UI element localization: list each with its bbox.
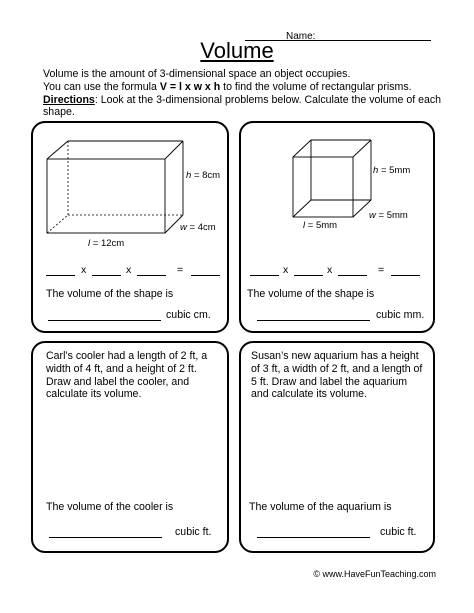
intro-line-2-prefix: You can use the formula [43, 80, 157, 93]
intro-line-1: Volume is the amount of 3-dimensional space an object occupies. [43, 68, 351, 80]
intro-line-2-suffix: to find the volume of rectangular prisms. [223, 80, 412, 93]
directions-text: : Look at the 3-dimensional problems below. Calculate the volume of each shape. [43, 93, 442, 119]
word-problem-cooler: Carl’s cooler had a length of 2 ft, a width of 4 ft, and a height of 2 ft. Draw and label the cooler, and calculate its volume. [46, 350, 208, 401]
cube-width-label: w = 5mm [369, 210, 408, 221]
directions-label: Directions [43, 93, 95, 106]
cube-length-label: l = 5mm [303, 220, 338, 231]
volume-statement: The volume of the aquarium is [249, 501, 392, 513]
height-blank[interactable] [338, 275, 367, 276]
width-blank[interactable] [294, 275, 323, 276]
unit-label: cubic mm. [376, 309, 425, 321]
times-sign: x [126, 264, 132, 276]
volume-statement: The volume of the shape is [46, 288, 174, 300]
width-blank[interactable] [92, 275, 121, 276]
unit-label: cubic cm. [166, 309, 211, 321]
volume-statement: The volume of the shape is [247, 288, 375, 300]
unit-label: cubic ft. [175, 526, 212, 538]
volume-statement: The volume of the cooler is [46, 501, 174, 513]
page-title: Volume [200, 38, 274, 63]
equals-sign: = [177, 264, 184, 276]
copyright-footer: © www.HaveFunTeaching.com [313, 569, 436, 579]
prism-width-label: w = 4cm [180, 222, 216, 233]
times-sign: x [283, 264, 289, 276]
answer-blank[interactable] [191, 275, 220, 276]
volume-blank[interactable] [49, 537, 162, 538]
word-problem-aquarium: Susan’s new aquarium has a height of 3 ft, a width of 2 ft, and a length of 5 ft. Draw and label the aquarium and calculate its volume. [251, 350, 423, 401]
length-blank[interactable] [250, 275, 279, 276]
height-blank[interactable] [137, 275, 166, 276]
volume-formula: V = l x w x h [159, 80, 221, 93]
equals-sign: = [378, 264, 385, 276]
prism-front-face [47, 159, 165, 233]
volume-blank[interactable] [48, 320, 161, 321]
answer-blank[interactable] [391, 275, 420, 276]
unit-label: cubic ft. [380, 526, 417, 538]
prism-height-label: h = 8cm [186, 170, 221, 181]
volume-blank[interactable] [257, 320, 370, 321]
cube-height-label: h = 5mm [373, 165, 411, 176]
length-blank[interactable] [46, 275, 75, 276]
name-label: Name: [286, 31, 316, 42]
times-sign: x [81, 264, 87, 276]
times-sign: x [327, 264, 333, 276]
volume-blank[interactable] [257, 537, 370, 538]
prism-length-label: l = 12cm [88, 238, 125, 249]
